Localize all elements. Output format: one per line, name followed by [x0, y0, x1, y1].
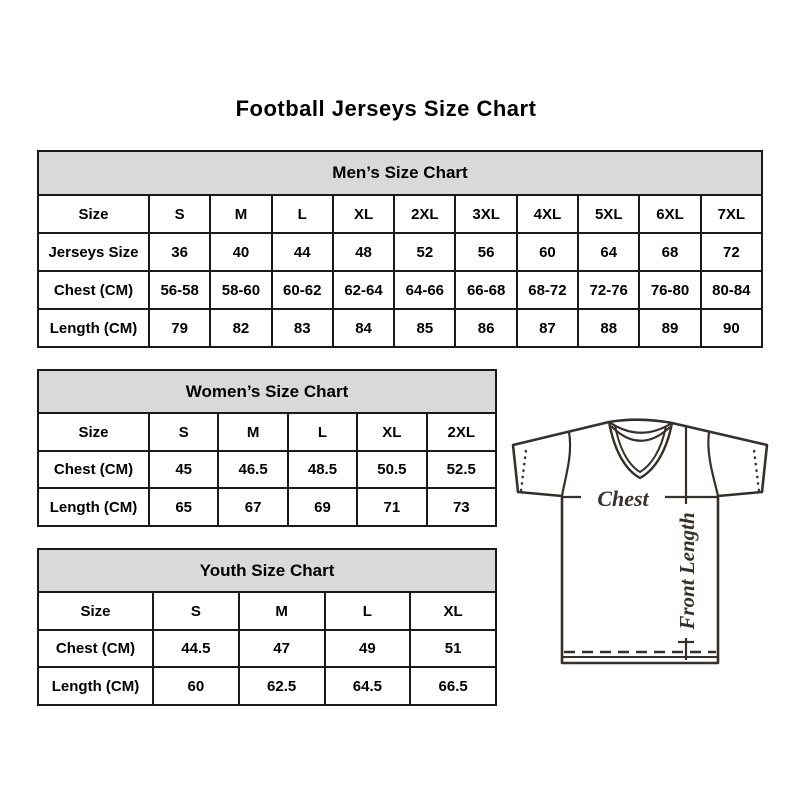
- womens-table-row: [38, 413, 496, 451]
- size-value-cell: XL: [410, 592, 496, 630]
- size-value-cell: 64.5: [325, 667, 411, 705]
- size-value-cell: 50.5: [357, 451, 426, 489]
- size-value-cell: 76-80: [639, 271, 700, 309]
- row-label: Size: [38, 592, 153, 630]
- size-value-cell: 68-72: [517, 271, 578, 309]
- mens-table-row: [38, 309, 762, 347]
- size-value-cell: 73: [427, 488, 496, 526]
- size-value-cell: M: [218, 413, 287, 451]
- size-value-cell: 44.5: [153, 630, 239, 668]
- size-value-cell: 5XL: [578, 195, 639, 233]
- row-label: Chest (CM): [38, 630, 153, 668]
- size-value-cell: 90: [701, 309, 762, 347]
- size-value-cell: 4XL: [517, 195, 578, 233]
- jersey-outline: [513, 420, 767, 663]
- size-value-cell: 6XL: [639, 195, 700, 233]
- mens-size-table: [37, 150, 763, 348]
- size-value-cell: S: [153, 592, 239, 630]
- youth-table-row: [38, 667, 496, 705]
- jersey-diagram: [505, 410, 775, 690]
- size-value-cell: S: [149, 413, 218, 451]
- size-value-cell: 52.5: [427, 451, 496, 489]
- size-value-cell: 72-76: [578, 271, 639, 309]
- size-value-cell: 60: [153, 667, 239, 705]
- youth-table-title: Youth Size Chart: [38, 549, 496, 592]
- page-title: Football Jerseys Size Chart: [235, 96, 537, 121]
- youth-size-table: [37, 548, 497, 706]
- mens-table-row: [38, 233, 762, 271]
- chest-label: Chest: [597, 486, 649, 511]
- size-value-cell: 58-60: [210, 271, 271, 309]
- size-value-cell: 51: [410, 630, 496, 668]
- size-value-cell: 72: [701, 233, 762, 271]
- size-value-cell: 65: [149, 488, 218, 526]
- size-value-cell: M: [239, 592, 325, 630]
- mens-table-row: [38, 195, 762, 233]
- size-value-cell: 69: [288, 488, 357, 526]
- youth-table-header-row: [38, 549, 496, 592]
- size-value-cell: 45: [149, 451, 218, 489]
- size-value-cell: 64-66: [394, 271, 455, 309]
- size-value-cell: 71: [357, 488, 426, 526]
- size-value-cell: M: [210, 195, 271, 233]
- row-label: Length (CM): [38, 488, 149, 526]
- size-value-cell: 86: [455, 309, 516, 347]
- size-value-cell: 64: [578, 233, 639, 271]
- womens-table-title: Women’s Size Chart: [38, 370, 496, 413]
- size-value-cell: 56: [455, 233, 516, 271]
- size-value-cell: 49: [325, 630, 411, 668]
- mens-table-row: [38, 271, 762, 309]
- size-value-cell: 66.5: [410, 667, 496, 705]
- row-label: Chest (CM): [38, 271, 149, 309]
- womens-table-header-row: [38, 370, 496, 413]
- size-value-cell: 3XL: [455, 195, 516, 233]
- row-label: Size: [38, 413, 149, 451]
- size-value-cell: 82: [210, 309, 271, 347]
- size-value-cell: 67: [218, 488, 287, 526]
- size-value-cell: 40: [210, 233, 271, 271]
- row-label: Chest (CM): [38, 451, 149, 489]
- size-value-cell: 83: [272, 309, 333, 347]
- size-value-cell: 36: [149, 233, 210, 271]
- size-value-cell: 68: [639, 233, 700, 271]
- womens-table-row: [38, 451, 496, 489]
- size-value-cell: 66-68: [455, 271, 516, 309]
- size-value-cell: 48.5: [288, 451, 357, 489]
- size-value-cell: 60: [517, 233, 578, 271]
- size-value-cell: 80-84: [701, 271, 762, 309]
- size-value-cell: XL: [357, 413, 426, 451]
- size-value-cell: 2XL: [427, 413, 496, 451]
- row-label: Length (CM): [38, 309, 149, 347]
- size-value-cell: S: [149, 195, 210, 233]
- size-value-cell: 84: [333, 309, 394, 347]
- womens-table-row: [38, 488, 496, 526]
- size-value-cell: 2XL: [394, 195, 455, 233]
- size-value-cell: 44: [272, 233, 333, 271]
- size-value-cell: XL: [333, 195, 394, 233]
- size-value-cell: L: [325, 592, 411, 630]
- size-value-cell: 88: [578, 309, 639, 347]
- size-value-cell: 47: [239, 630, 325, 668]
- youth-table-row: [38, 630, 496, 668]
- mens-table-header-row: [38, 151, 762, 195]
- row-label: Size: [38, 195, 149, 233]
- size-value-cell: L: [272, 195, 333, 233]
- row-label: Length (CM): [38, 667, 153, 705]
- size-value-cell: 7XL: [701, 195, 762, 233]
- size-value-cell: 52: [394, 233, 455, 271]
- size-value-cell: 62-64: [333, 271, 394, 309]
- size-value-cell: 46.5: [218, 451, 287, 489]
- row-label: Jerseys Size: [38, 233, 149, 271]
- youth-table-row: [38, 592, 496, 630]
- size-value-cell: 48: [333, 233, 394, 271]
- size-value-cell: 79: [149, 309, 210, 347]
- size-value-cell: 60-62: [272, 271, 333, 309]
- size-value-cell: 87: [517, 309, 578, 347]
- size-value-cell: 89: [639, 309, 700, 347]
- front-length-label: Front Length: [675, 512, 699, 630]
- size-value-cell: L: [288, 413, 357, 451]
- womens-size-table: [37, 369, 497, 527]
- size-value-cell: 62.5: [239, 667, 325, 705]
- size-value-cell: 56-58: [149, 271, 210, 309]
- mens-table-title: Men’s Size Chart: [38, 151, 762, 195]
- size-value-cell: 85: [394, 309, 455, 347]
